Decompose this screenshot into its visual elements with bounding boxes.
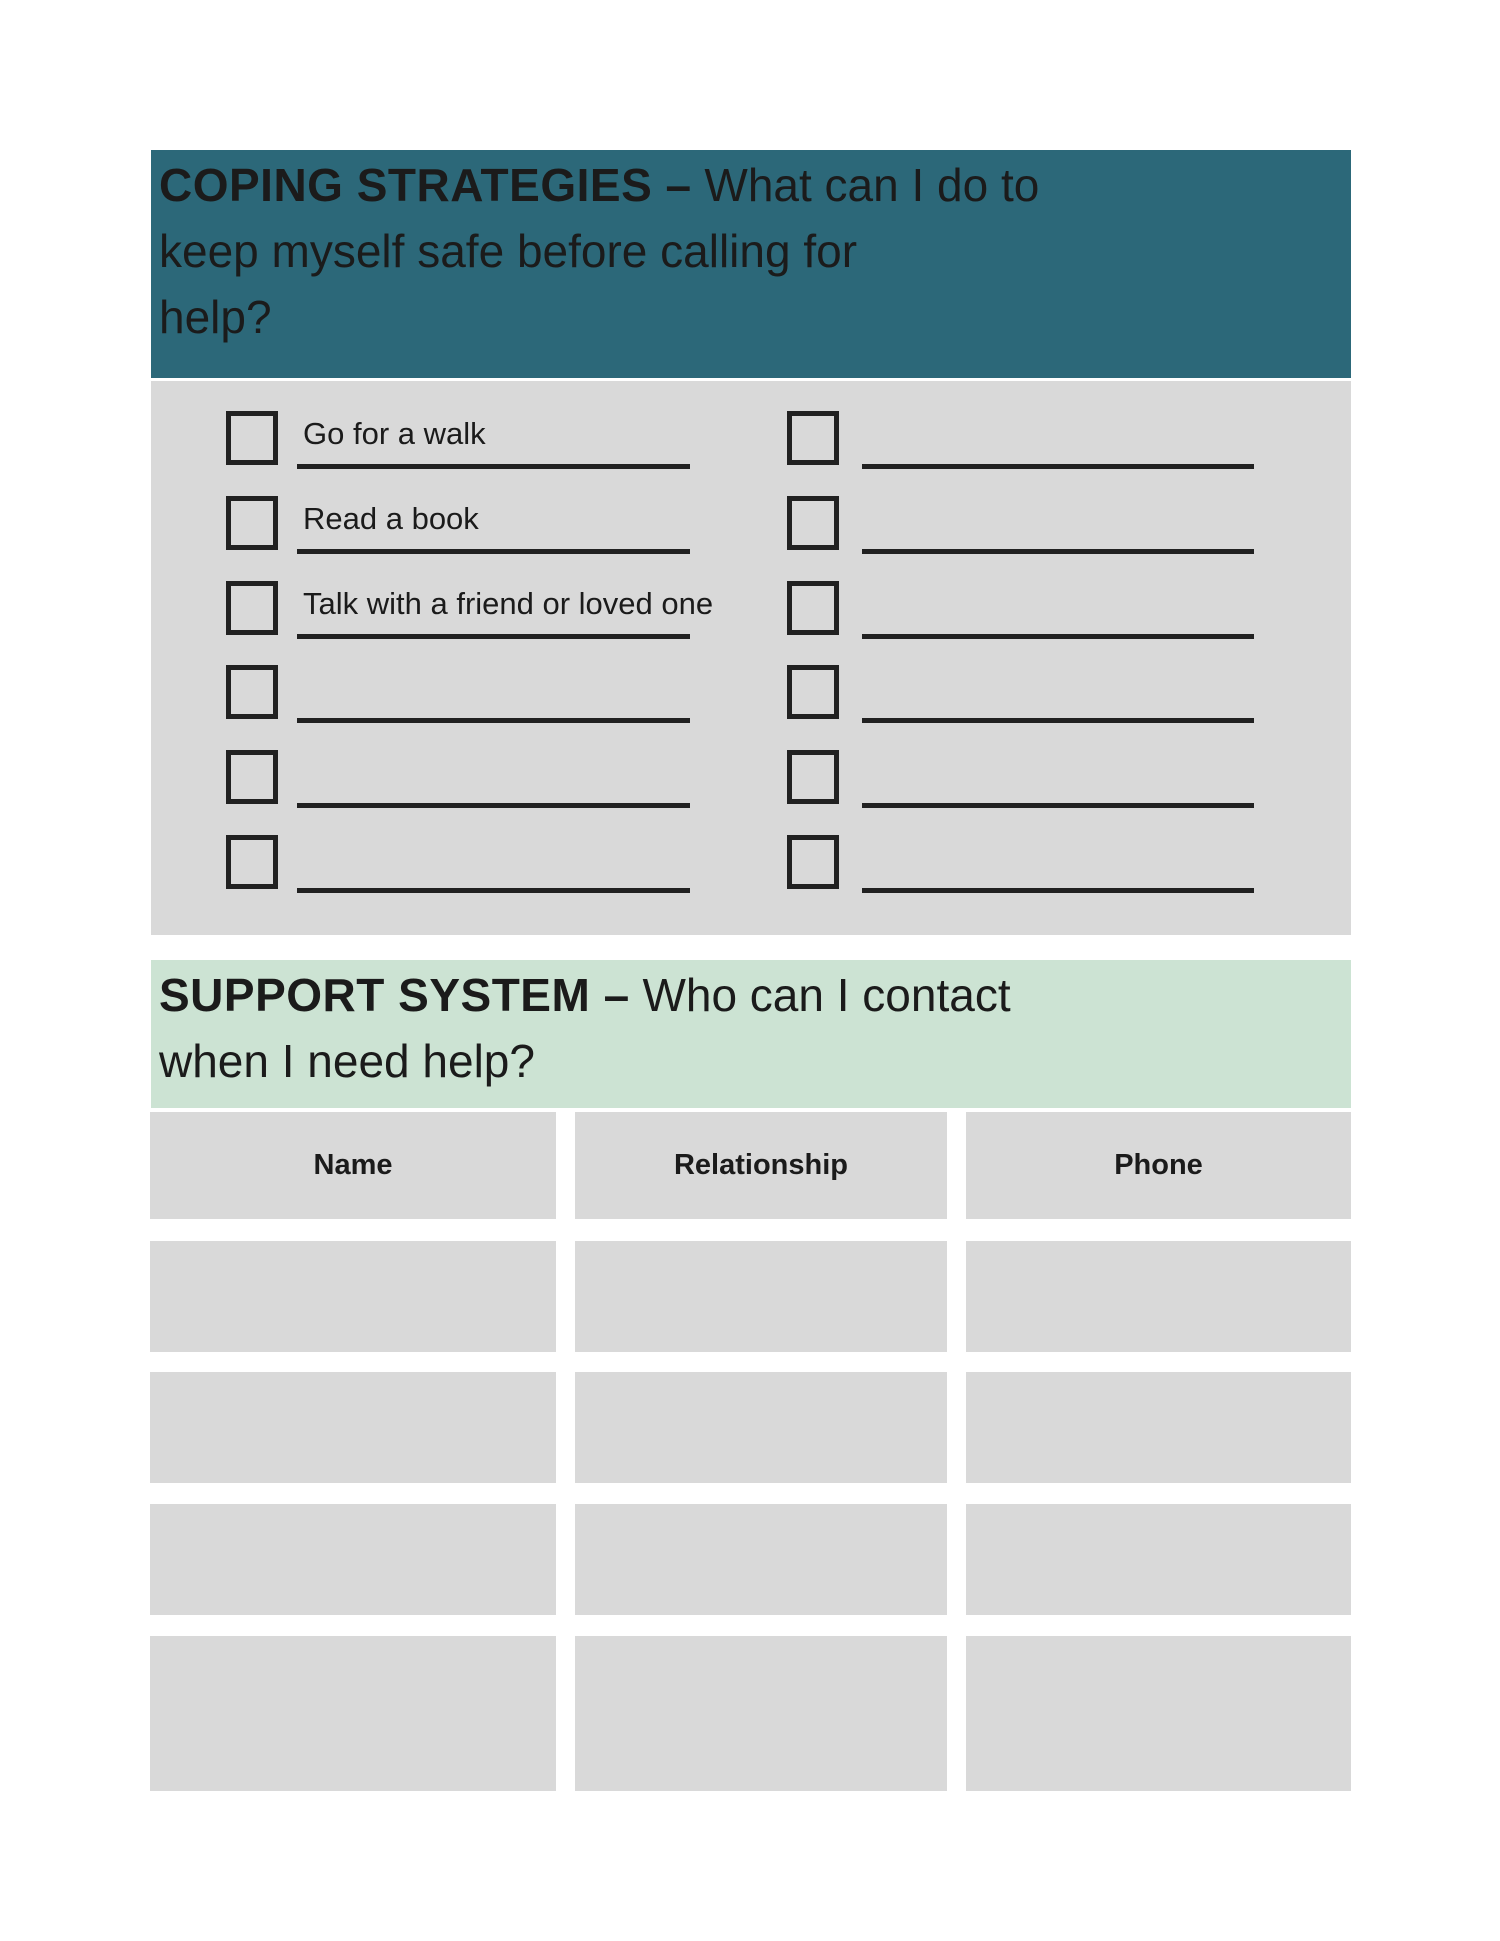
table-cell-relationship-1[interactable] [575,1241,947,1352]
fill-in-line[interactable] [862,549,1254,554]
coping-strategies-header-band [151,150,1351,378]
checkbox[interactable] [787,496,839,550]
table-cell-relationship-3[interactable] [575,1504,947,1615]
checkbox[interactable] [226,665,278,719]
checklist-row-2 [151,496,1351,556]
table-cell-name-3[interactable] [150,1504,556,1615]
support-heading-line-2: when I need help? [159,1035,535,1087]
fill-in-line[interactable] [862,888,1254,893]
fill-in-line[interactable] [297,464,690,469]
checkbox[interactable] [787,411,839,465]
table-header-phone: Phone [966,1112,1351,1219]
checkbox[interactable] [226,835,278,889]
checkbox[interactable] [787,835,839,889]
checkbox[interactable] [226,411,278,465]
fill-in-line[interactable] [297,803,690,808]
coping-heading-line-3: help? [159,291,272,343]
fill-in-line[interactable] [297,634,690,639]
checkbox[interactable] [787,581,839,635]
table-cell-name-2[interactable] [150,1372,556,1483]
table-header-relationship: Relationship [575,1112,947,1219]
table-cell-phone-1[interactable] [966,1241,1351,1352]
table-cell-phone-3[interactable] [966,1504,1351,1615]
checklist-row-6 [151,835,1351,895]
table-cell-name-4[interactable] [150,1636,556,1791]
checklist-row-4 [151,665,1351,725]
coping-heading-line-2: keep myself safe before calling for [159,225,858,277]
table-cell-phone-2[interactable] [966,1372,1351,1483]
fill-in-line[interactable] [862,634,1254,639]
checkbox[interactable] [226,750,278,804]
fill-in-line[interactable] [862,803,1254,808]
checklist-row-3 [151,581,1351,641]
fill-in-line[interactable] [297,549,690,554]
checkbox[interactable] [226,496,278,550]
coping-checklist-panel [151,381,1351,935]
checkbox[interactable] [226,581,278,635]
fill-in-line[interactable] [297,718,690,723]
fill-in-line[interactable] [297,888,690,893]
coping-heading-line-1: What can I do to [704,159,1040,211]
support-heading-line-1: Who can I contact [642,969,1011,1021]
fill-in-line[interactable] [862,718,1254,723]
support-system-heading [151,960,1351,1094]
table-cell-phone-4[interactable] [966,1636,1351,1791]
checkbox[interactable] [787,750,839,804]
table-cell-name-1[interactable] [150,1241,556,1352]
checklist-item-label: Go for a walk [303,416,486,451]
checklist-row-1 [151,411,1351,471]
table-cell-relationship-4[interactable] [575,1636,947,1791]
table-cell-relationship-2[interactable] [575,1372,947,1483]
fill-in-line[interactable] [862,464,1254,469]
table-header-name: Name [150,1112,556,1219]
checklist-item-label: Read a book [303,501,479,536]
support-heading-bold-text: SUPPORT SYSTEM – [159,969,630,1021]
support-system-header-band [151,960,1351,1108]
checklist-item-label: Talk with a friend or loved one [303,586,714,621]
coping-strategies-heading [151,150,1351,350]
coping-heading-bold-text: COPING STRATEGIES – [159,159,692,211]
checklist-row-5 [151,750,1351,810]
checkbox[interactable] [787,665,839,719]
